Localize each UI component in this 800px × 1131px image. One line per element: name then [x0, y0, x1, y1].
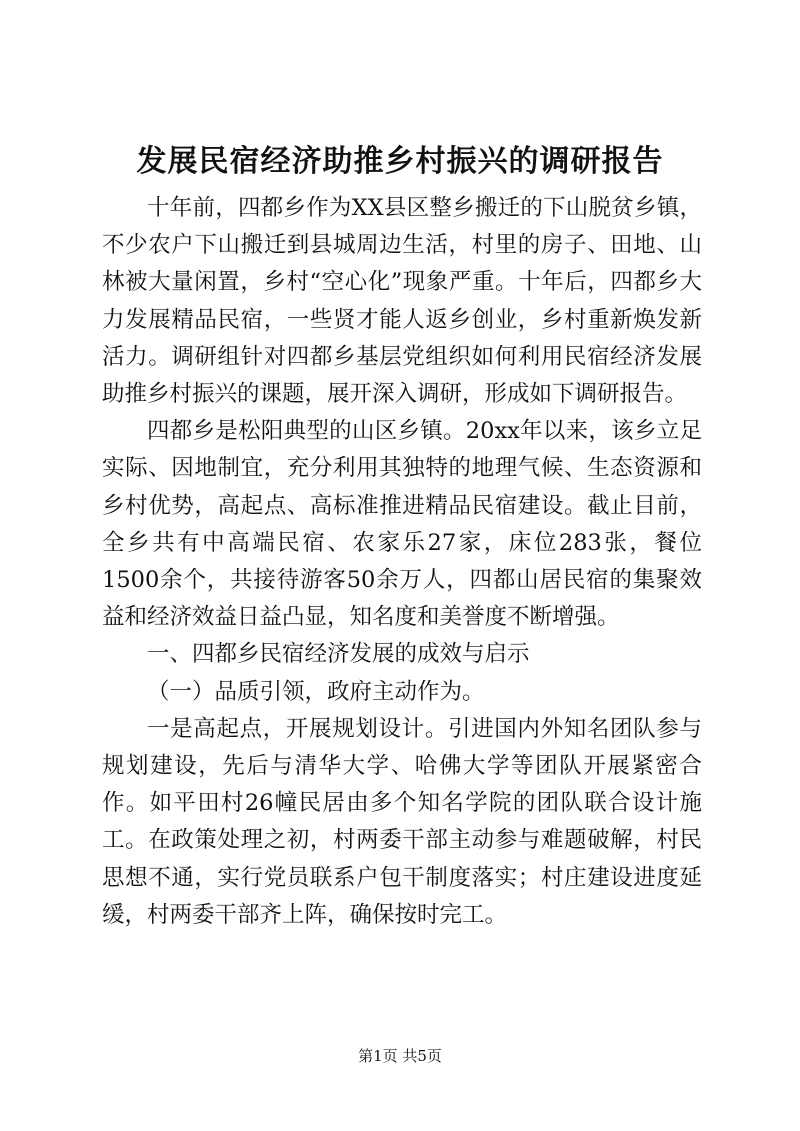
paragraph-overview: 四都乡是松阳典型的山区乡镇。20xx年以来，该乡立足实际、因地制宜，充分利用其独特的地理气候、生态资源和乡村优势，高起点、高标准推进精品民宿建设。截止目前，全乡共有中高端民宿、农家乐27家，床位283张，餐位1500余个，共接待游客50余万人，四都山居民宿的集聚效益和经济效益日益凸显，知名度和美誉度不断增强。 [102, 418, 702, 631]
page-footer: 第1页 共5页 [358, 1047, 442, 1065]
subsection-heading: （一）品质引领，政府主动作为。 [147, 678, 485, 705]
section-heading: 一、四都乡民宿经济发展的成效与启示 [147, 641, 530, 668]
paragraph-planning: 一是高起点，开展规划设计。引进国内外知名团队参与规划建设，先后与清华大学、哈佛大学等团队开展紧密合作。如平田村26幢民居由多个知名学院的团队联合设计施工。在政策处理之初，村两委干部主动参与难题破解，村民思想不通，实行党员联系户包干制度落实；村庄建设进度延缓，村两委干部齐上阵，确保按时完工。 [102, 715, 702, 928]
document-body [102, 190, 702, 934]
paragraph-intro: 十年前，四都乡作为XX县区整乡搬迁的下山脱贫乡镇，不少农户下山搬迁到县城周边生活，村里的房子、田地、山林被大量闲置，乡村“空心化”现象严重。十年后，四都乡大力发展精品民宿，一些贤才能人返乡创业，乡村重新焕发新活力。调研组针对四都乡基层党组织如何利用民宿经济发展助推乡村振兴的课题，展开深入调研，形成如下调研报告。 [102, 195, 702, 408]
document-title: 发展民宿经济助推乡村振兴的调研报告 [136, 144, 664, 179]
